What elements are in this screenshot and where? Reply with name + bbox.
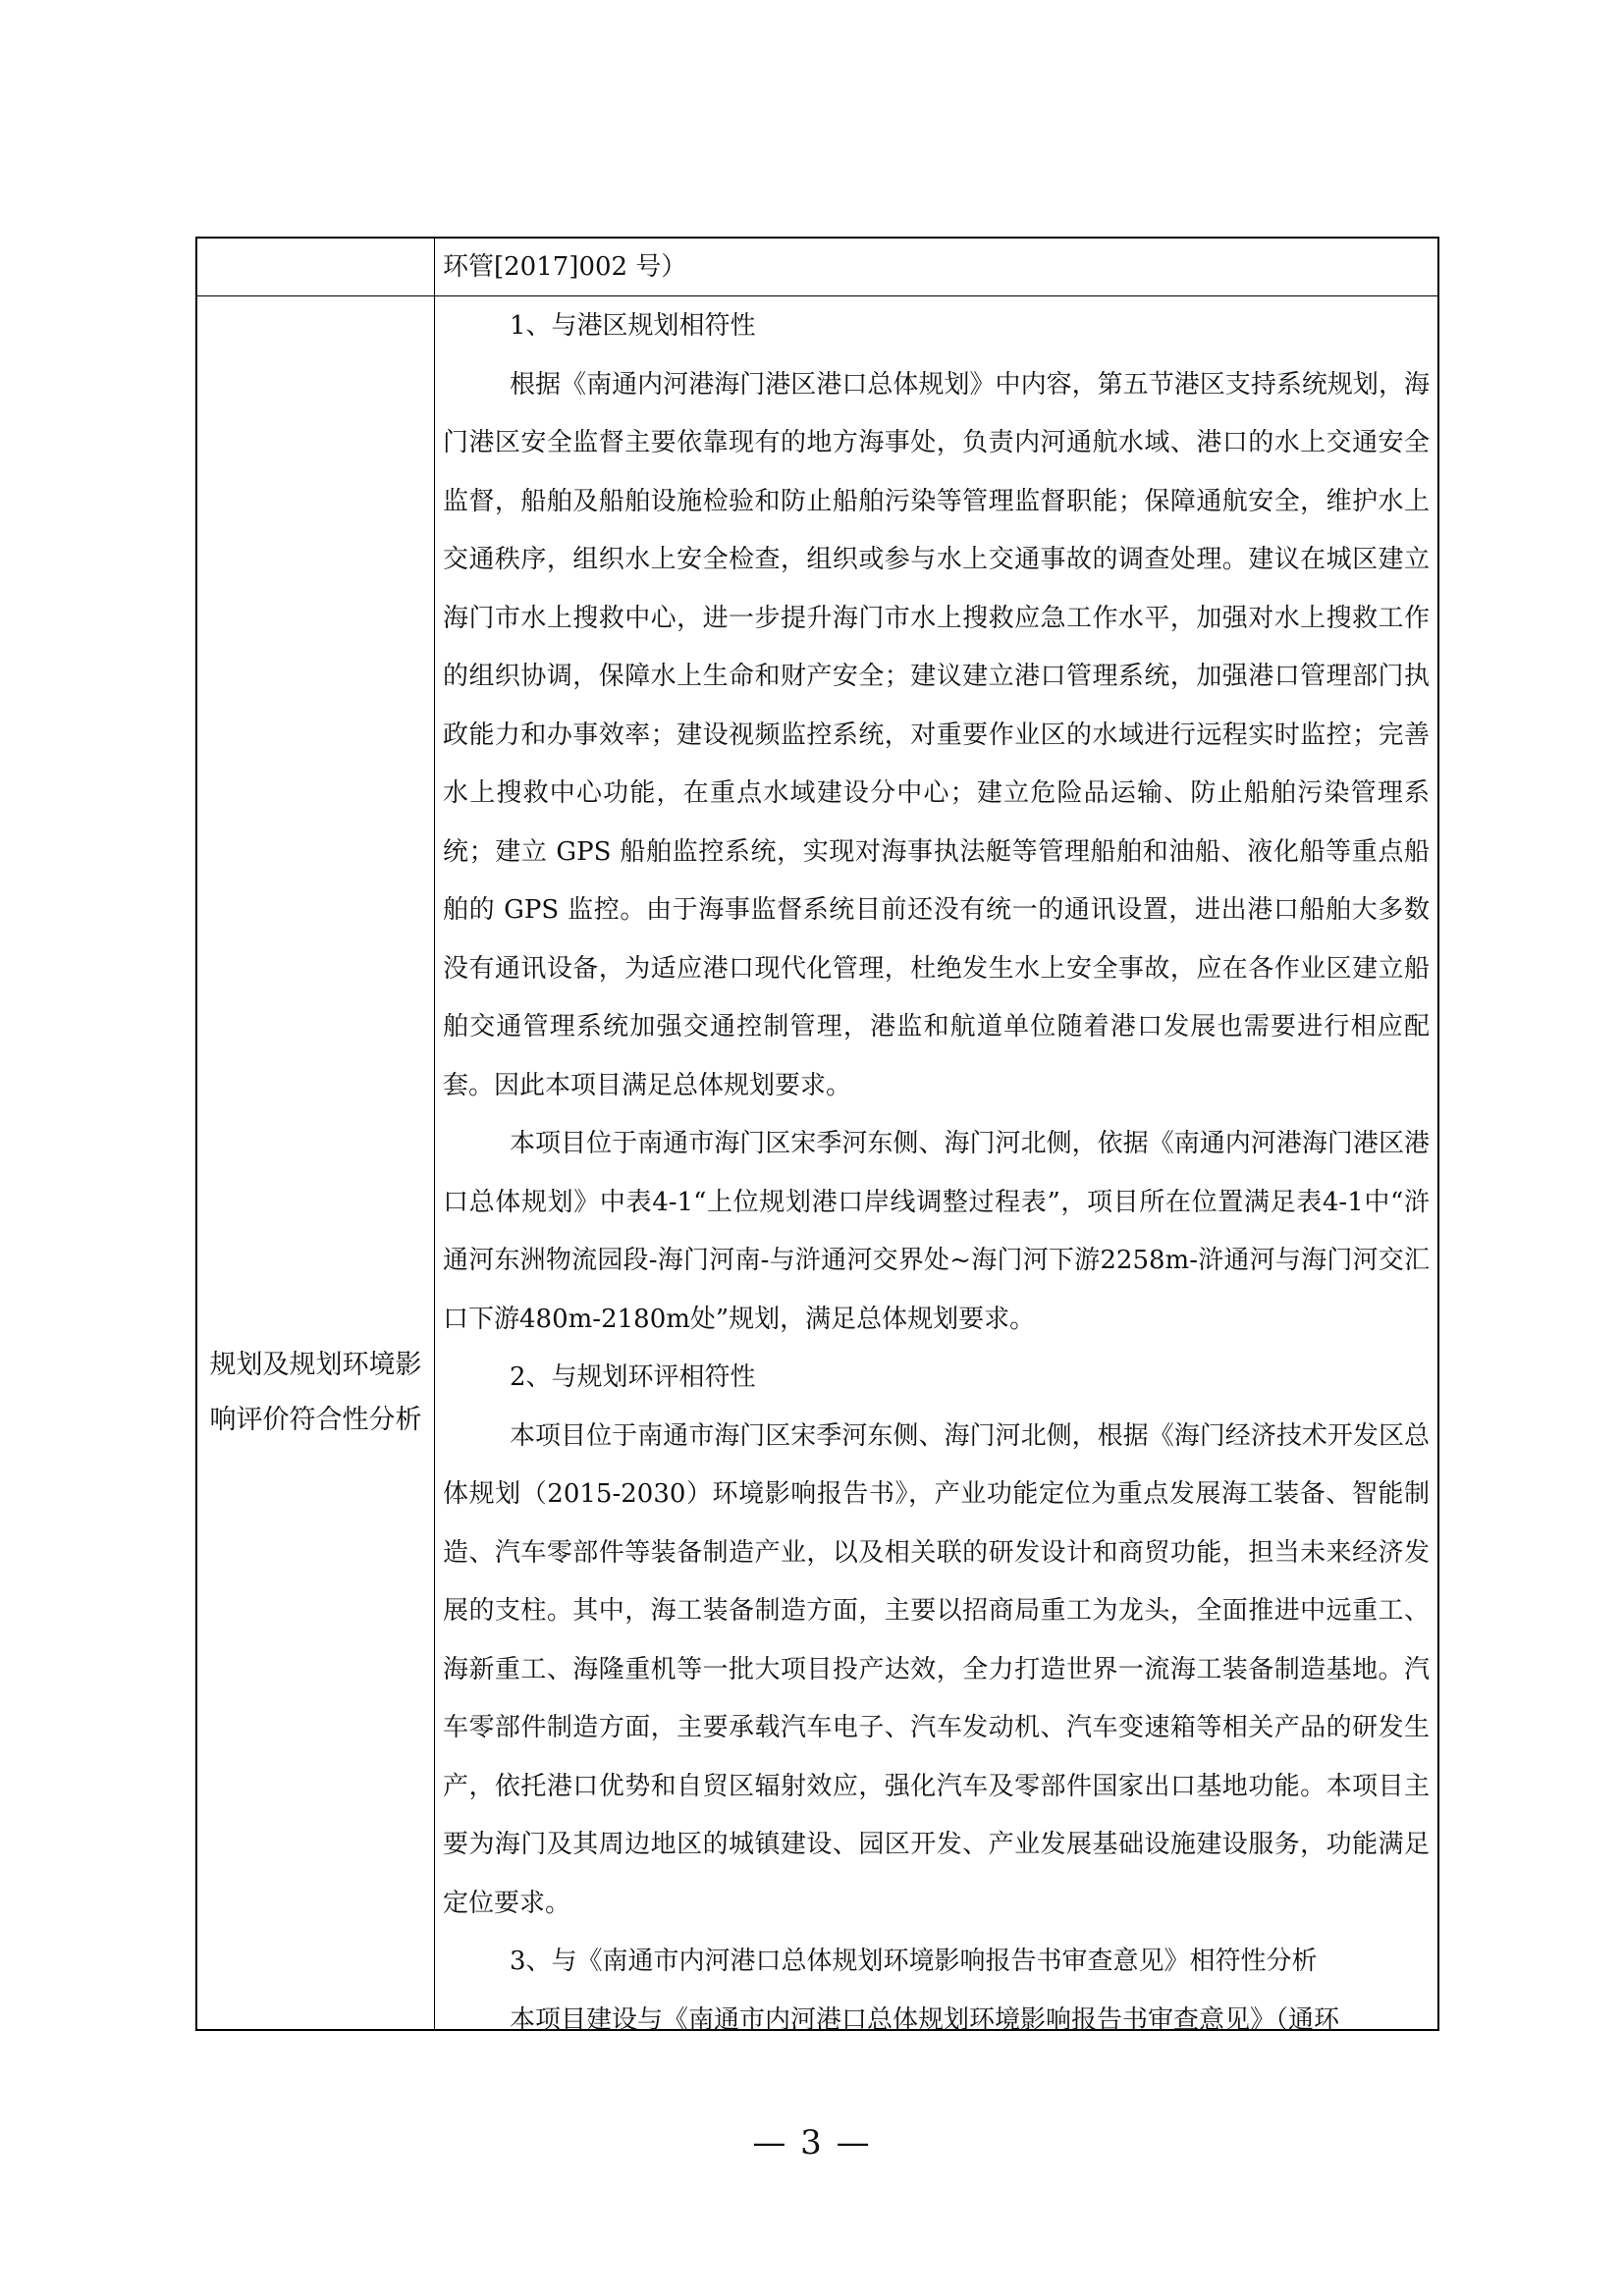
content-paragraph: 本项目位于南通市海门区宋季河东侧、海门河北侧，依据《南通内河港海门港区港口总体规划》中表4-1“上位规划港口岸线调整过程表”，项目所在位置满足表4-1中“浒通河东洲物流园段-海门河南-与浒通河交界处~海门河下游2258m-浒通河与海门河交汇口下游480m-2180m处”规划，满足总体规划要求。 — [443, 1129, 1430, 1334]
top-row-cell — [443, 239, 1430, 295]
document-table — [195, 237, 1439, 2035]
content-paragraph: 本项目位于南通市海门区宋季河东侧、海门河北侧，根据《海门经济技术开发区总体规划（2015-2030）环境影响报告书》，产业功能定位为重点发展海工装备、智能制造、汽车零部件等装备制造产业，以及相关联的研发设计和商贸功能，担当未来经济发展的支柱。其中，海工装备制造方面，主要以招商局重工为龙头，全面推进中远重工、海新重工、海隆重机等一批大项目投产达效，全力打造世界一流海工装备制造基地。汽车零部件制造方面，主要承载汽车电子、汽车发动机、汽车变速箱等相关产品的研发生产，依托港口优势和自贸区辐射效应，强化汽车及零部件国家出口基地功能。本项目主要为海门及其周边地区的城镇建设、园区开发、产业发展基础设施建设服务，功能满足定位要求。 — [443, 1420, 1430, 1918]
left-label-text: 规划及规划环境影响评价符合性分析 — [209, 1350, 422, 1435]
content-paragraph: 根据《南通内河港海门港区港口总体规划》中内容，第五节港区支持系统规划，海门港区安全监督主要依靠现有的地方海事处，负责内河通航水域、港口的水上交通安全监督，船舶及船舶设施检验和防止船舶污染等管理监督职能；保障通航安全，维护水上交通秩序，组织水上安全检查，组织或参与水上交通事故的调查处理。建议在城区建立海门市水上搜救中心，进一步提升海门市水上搜救应急工作水平，加强对水上搜救工作的组织协调，保障水上生命和财产安全；建议建立港口管理系统，加强港口管理部门执政能力和办事效率；建设视频监控系统，对重要作业区的水域进行远程实时监控；完善水上搜救中心功能，在重点水域建设分中心；建立危险品运输、防止船舶污染管理系统；建立 GPS 船舶监控系统，实现对海事执法艇等管理船舶和油船、液化船等重点船舶的 GPS 监控。由于海事监督系统目前还没有统一的通讯设置，进出港口船舶大多数没有通讯设备，为适应港口现代化管理，杜绝发生水上安全事故，应在各作业区建立船舶交通管理系统加强交通控制管理，港监和航道单位随着港口发展也需要进行相应配套。因此本项目满足总体规划要求。 — [443, 369, 1430, 1100]
page-number: — 3 — — [752, 2123, 872, 2163]
content-paragraph: 2、与规划环评相符性 — [510, 1362, 756, 1392]
row-divider — [197, 295, 1437, 296]
content-paragraph: 3、与《南通市内河港口总体规划环境影响报告书审查意见》相符性分析 — [510, 1947, 1318, 1976]
column-divider — [434, 239, 435, 2029]
content-paragraph: 本项目建设与《南通市内河港口总体规划环境影响报告书审查意见》（通环 — [510, 2004, 1340, 2035]
left-label-cell — [197, 1338, 434, 1448]
top-row-text: 环管[2017]002 号） — [443, 252, 687, 282]
analysis-content-cell — [443, 297, 1430, 2050]
content-paragraph: 1、与港区规划相符性 — [510, 311, 756, 341]
